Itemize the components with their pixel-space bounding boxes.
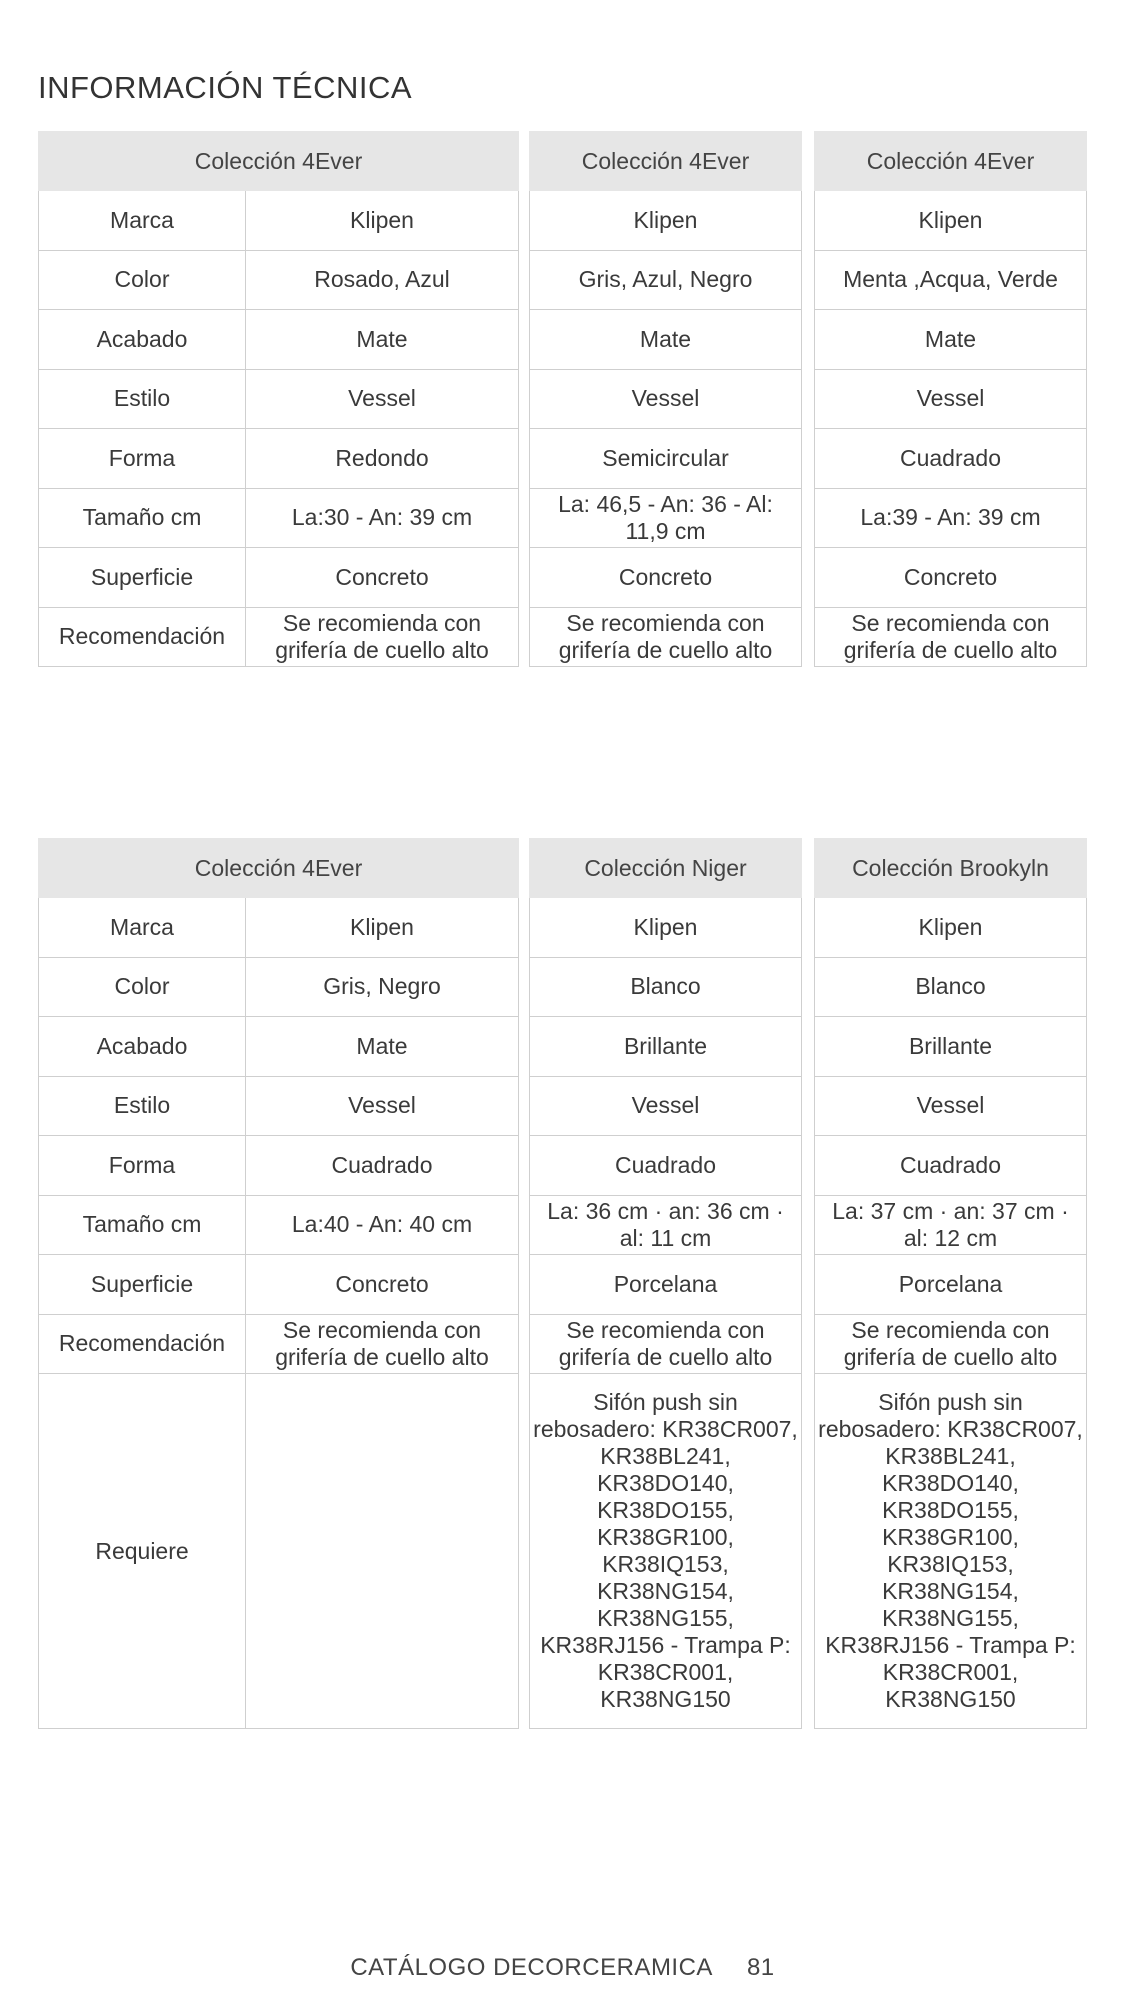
spec-table-1-col-b <box>529 131 802 667</box>
value-recomendacion: Se recomienda con grifería de cuello alto <box>246 607 519 667</box>
page-footer <box>0 1954 1125 1982</box>
value-marca: Klipen <box>246 191 519 251</box>
value-recomendacion: Se recomienda con grifería de cuello alto <box>246 1314 519 1374</box>
label-color: Color <box>39 250 246 310</box>
label-superficie: Superficie <box>39 548 246 608</box>
value-estilo: Vessel <box>530 1076 802 1136</box>
collection-header: Colección 4Ever <box>39 132 519 191</box>
value-recomendacion: Se recomienda con grifería de cuello alto <box>815 1314 1087 1374</box>
value-color: Gris, Azul, Negro <box>530 250 802 310</box>
label-acabado: Acabado <box>39 1017 246 1077</box>
value-color: Rosado, Azul <box>246 250 519 310</box>
value-marca: Klipen <box>530 191 802 251</box>
page-title: INFORMACIÓN TÉCNICA <box>38 70 413 105</box>
label-estilo: Estilo <box>39 369 246 429</box>
value-acabado: Brillante <box>530 1017 802 1077</box>
value-forma: Cuadrado <box>530 1136 802 1196</box>
value-color: Blanco <box>815 957 1087 1017</box>
label-marca: Marca <box>39 898 246 958</box>
page-number: 81 <box>746 1954 775 1981</box>
value-forma: Semicircular <box>530 429 802 489</box>
value-acabado: Mate <box>246 310 519 370</box>
value-estilo: Vessel <box>815 1076 1087 1136</box>
label-recomendacion: Recomendación <box>39 1314 246 1374</box>
value-tamano: La:30 - An: 39 cm <box>246 488 519 548</box>
value-acabado: Brillante <box>815 1017 1087 1077</box>
label-estilo: Estilo <box>39 1076 246 1136</box>
value-acabado: Mate <box>530 310 802 370</box>
value-marca: Klipen <box>246 898 519 958</box>
spec-table-1-main <box>38 131 519 667</box>
value-superficie: Concreto <box>246 548 519 608</box>
value-tamano: La: 36 cm · an: 36 cm · al: 11 cm <box>530 1195 802 1255</box>
value-color: Blanco <box>530 957 802 1017</box>
value-estilo: Vessel <box>246 369 519 429</box>
value-estilo: Vessel <box>246 1076 519 1136</box>
value-recomendacion: Se recomienda con grifería de cuello alto <box>530 1314 802 1374</box>
label-tamano: Tamaño cm <box>39 1195 246 1255</box>
collection-header: Colección 4Ever <box>530 132 802 191</box>
value-tamano: La: 46,5 - An: 36 - Al: 11,9 cm <box>530 488 802 548</box>
value-marca: Klipen <box>815 191 1087 251</box>
label-forma: Forma <box>39 429 246 489</box>
collection-header: Colección Brookyln <box>815 839 1087 898</box>
value-recomendacion: Se recomienda con grifería de cuello alto <box>815 607 1087 667</box>
collection-header: Colección 4Ever <box>39 839 519 898</box>
value-superficie: Concreto <box>530 548 802 608</box>
value-forma: Cuadrado <box>815 1136 1087 1196</box>
value-acabado: Mate <box>246 1017 519 1077</box>
value-superficie: Porcelana <box>530 1255 802 1315</box>
spec-table-1-col-c <box>814 131 1087 667</box>
value-superficie: Porcelana <box>815 1255 1087 1315</box>
label-tamano: Tamaño cm <box>39 488 246 548</box>
value-marca: Klipen <box>815 898 1087 958</box>
value-color: Gris, Negro <box>246 957 519 1017</box>
label-requiere: Requiere <box>39 1374 246 1729</box>
label-marca: Marca <box>39 191 246 251</box>
value-requiere: Sifón push sin rebosadero: KR38CR007, KR38BL241, KR38DO140, KR38DO155, KR38GR100, KR38IQ153, KR38NG154, KR38NG155, KR38RJ156 - Trampa P: KR38CR001, KR38NG150 <box>530 1374 802 1729</box>
value-acabado: Mate <box>815 310 1087 370</box>
collection-header: Colección Niger <box>530 839 802 898</box>
value-requiere <box>246 1374 519 1729</box>
collection-header: Colección 4Ever <box>815 132 1087 191</box>
label-recomendacion: Recomendación <box>39 607 246 667</box>
value-estilo: Vessel <box>530 369 802 429</box>
value-estilo: Vessel <box>815 369 1087 429</box>
value-color: Menta ,Acqua, Verde <box>815 250 1087 310</box>
label-superficie: Superficie <box>39 1255 246 1315</box>
value-marca: Klipen <box>530 898 802 958</box>
label-acabado: Acabado <box>39 310 246 370</box>
value-forma: Cuadrado <box>246 1136 519 1196</box>
value-forma: Redondo <box>246 429 519 489</box>
value-tamano: La: 37 cm · an: 37 cm · al: 12 cm <box>815 1195 1087 1255</box>
spec-table-2-col-c <box>814 838 1087 1729</box>
label-forma: Forma <box>39 1136 246 1196</box>
value-superficie: Concreto <box>246 1255 519 1315</box>
value-recomendacion: Se recomienda con grifería de cuello alto <box>530 607 802 667</box>
spec-table-2-main <box>38 838 519 1729</box>
catalog-name: CATÁLOGO DECORCERAMICA <box>350 1954 713 1981</box>
label-color: Color <box>39 957 246 1017</box>
value-tamano: La:39 - An: 39 cm <box>815 488 1087 548</box>
value-superficie: Concreto <box>815 548 1087 608</box>
value-tamano: La:40 - An: 40 cm <box>246 1195 519 1255</box>
spec-table-2-col-b <box>529 838 802 1729</box>
value-forma: Cuadrado <box>815 429 1087 489</box>
value-requiere: Sifón push sin rebosadero: KR38CR007, KR38BL241, KR38DO140, KR38DO155, KR38GR100, KR38IQ153, KR38NG154, KR38NG155, KR38RJ156 - Trampa P: KR38CR001, KR38NG150 <box>815 1374 1087 1729</box>
